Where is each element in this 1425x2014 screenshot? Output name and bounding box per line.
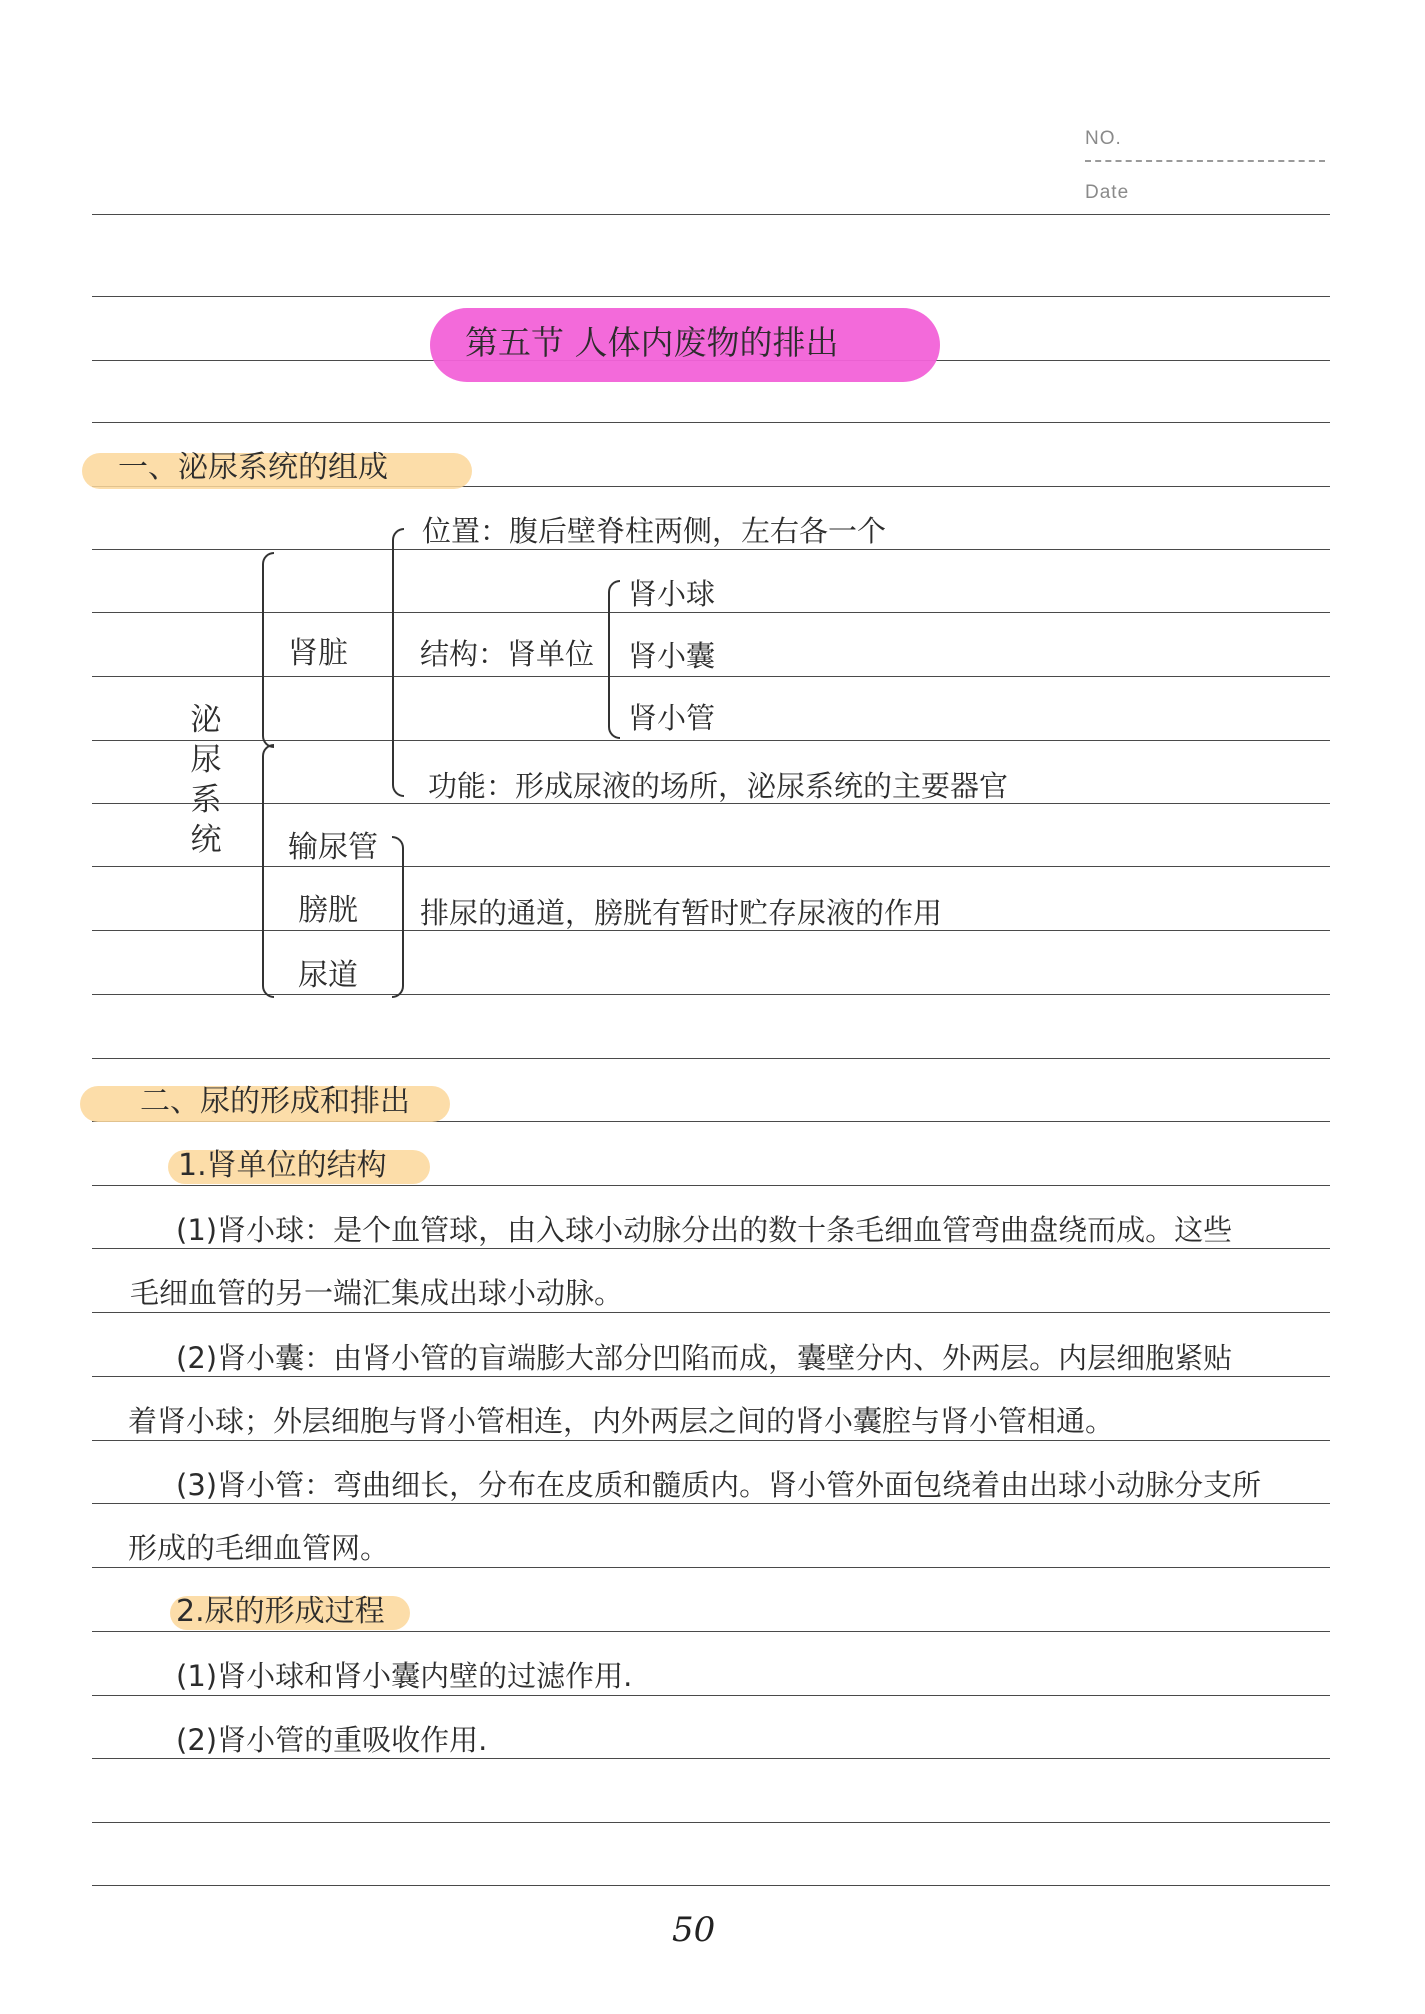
section2-heading: 二、尿的形成和排出: [140, 1084, 410, 1119]
kidney-structure: 结构：肾单位: [420, 637, 595, 671]
urinary-system-label: 泌尿系统: [190, 702, 222, 858]
organ-bladder: 膀胱: [298, 893, 358, 928]
sub1-line-3: (2)肾小囊：由肾小管的盲端膨大部分凹陷而成，囊壁分内、外两层。内层细胞紧贴: [176, 1341, 1233, 1375]
outer-brace-kidney: [262, 552, 274, 748]
page-number: 50: [672, 1910, 716, 1950]
sub1-line-1: (1)肾小球：是个血管球，由入球小动脉分出的数十条毛细血管弯曲盘绕而成。这些: [176, 1213, 1233, 1247]
section1-heading: 一、泌尿系统的组成: [118, 450, 388, 485]
kidney-label: 肾脏: [288, 636, 348, 671]
sub2-line-2: (2)肾小管的重吸收作用.: [176, 1723, 488, 1757]
kidney-function: 功能：形成尿液的场所，泌尿系统的主要器官: [428, 769, 1009, 803]
page-title: 第五节 人体内废物的排出: [465, 323, 839, 362]
sub2-line-1: (1)肾小球和肾小囊内壁的过滤作用.: [176, 1659, 633, 1693]
nephron-unit-glomerulus: 肾小球: [628, 577, 716, 611]
sub1-line-2: 毛细血管的另一端汇集成出球小动脉。: [130, 1276, 624, 1310]
organs-note: 排尿的通道，膀胱有暂时贮存尿液的作用: [420, 896, 943, 930]
outer-brace-organs: [262, 744, 274, 998]
nephron-brace: [608, 580, 620, 739]
no-label: NO.: [1085, 128, 1122, 149]
no-underline: [1085, 160, 1325, 162]
sub2-heading: 2.尿的形成过程: [176, 1594, 385, 1629]
sub1-line-5: (3)肾小管：弯曲细长，分布在皮质和髓质内。肾小管外面包绕着由出球小动脉分支所: [176, 1468, 1262, 1502]
organs-brace: [392, 836, 404, 998]
sub1-heading: 1.肾单位的结构: [178, 1148, 387, 1183]
organ-ureter: 输尿管: [288, 830, 378, 865]
kidney-position: 位置：腹后壁脊柱两侧，左右各一个: [422, 514, 887, 548]
organ-urethra: 尿道: [298, 958, 358, 993]
nephron-unit-capsule: 肾小囊: [628, 639, 716, 673]
sub1-line-4: 着肾小球；外层细胞与肾小管相连，内外两层之间的肾小囊腔与肾小管相通。: [128, 1404, 1115, 1438]
nephron-unit-tubule: 肾小管: [628, 701, 716, 735]
kidney-brace: [392, 528, 404, 797]
sub1-line-6: 形成的毛细血管网。: [128, 1531, 390, 1565]
date-label: Date: [1085, 182, 1130, 203]
